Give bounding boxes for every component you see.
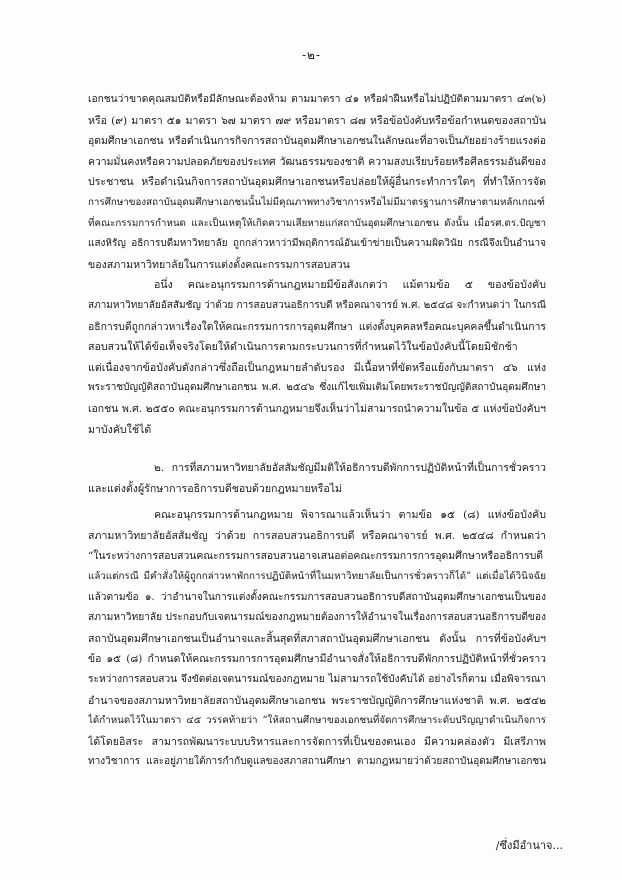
paragraph-1 bbox=[88, 90, 546, 275]
paragraph-gap bbox=[88, 440, 546, 458]
text-line: มาบังคับใช้ได้ bbox=[88, 423, 152, 436]
text-line: ข้อ ๑๕ (๘) กำหนดให้คณะกรรมการการอุดมศึกษามีอำนาจสั่งให้อธิการบดีพักการปฏิบัติหน้าที่ชั่วคราว bbox=[88, 653, 546, 666]
text-line: แล้วแต่กรณี มีคำสั่งให้ผู้ถูกกล่าวหาพักการปฏิบัติหน้าที่ในมหาวิทยาลัยเป็นการชั่วคราวก็ได้” แต่เมื่อได้วินิจฉัย bbox=[88, 571, 546, 583]
text-line: เอกชน พ.ศ. ๒๕๕๐ คณะอนุกรรมการด้านกฎหมายจึงเห็นว่าไม่สามารถนำความในข้อ ๕ แห่งข้อบังคับฯ bbox=[88, 402, 546, 415]
body-text bbox=[88, 90, 546, 773]
text-line: สภามหาวิทยาลัย ประกอบกับเจตนารมณ์ของกฎหมายต้องการให้อำนาจในเรื่องการสอบสวนอธิการบดีของ bbox=[88, 612, 546, 624]
section-heading-line: ๒. การที่สภามหาวิทยาลัยอัสสัมชัญมีมติให้อธิการบดีพักการปฏิบัติหน้าที่เป็นการชั่วคราว bbox=[154, 462, 546, 475]
text-line: สถาบันอุดมศึกษาเอกชนเป็นอำนาจและสิ้นสุดที่สภาสถาบันอุดมศึกษาเอกชน ดังนั้น การที่ข้อบังคับฯ bbox=[88, 632, 546, 645]
text-line: แสงหิรัญ อธิการบดีมหาวิทยาลัย ถูกกล่าวหาว่ามีพฤติการณ์อันเข้าข่ายเป็นความผิดวินัย กรณีจึงเป็นอำนาจ bbox=[88, 238, 546, 250]
text-line: ของสภามหาวิทยาลัยในการแต่งตั้งคณะกรรมการสอบสวน bbox=[88, 258, 350, 271]
text-line: การศึกษาของสถาบันอุดมศึกษาเอกชนนั้นไม่มีคุณภาพทางวิชาการหรือไม่มีมาตรฐานการศึกษาตามหลักเกณฑ์ bbox=[88, 196, 545, 208]
text-line: ทางวิชาการ และอยู่ภายใต้การกำกับดูแลของสภาสถานศึกษา ตามกฎหมายว่าด้วยสถาบันอุดมศึกษาเอกชน bbox=[88, 756, 546, 768]
section-heading-line: และแต่งตั้งผู้รักษาการอธิการบดีชอบด้วยกฎหมายหรือไม่ bbox=[88, 482, 343, 495]
text-line: สอบสวนให้ได้ข้อเท็จจริงโดยให้ดำเนินการตามกระบวนการที่กำหนดไว้ในข้อบังคับนี้โดยมิชักช้า bbox=[88, 341, 518, 354]
text-line: อุดมศึกษาเอกชน หรือดำเนินการกิจการสถาบันอุดมศึกษาเอกชนในลักษณะที่อาจเป็นภัยอย่างร้ายแรงต่อ bbox=[88, 135, 546, 148]
text-line: สภามหาวิทยาลัยอัสสัมชัญ ว่าด้วย การสอบสวนอธิการบดี หรือคณาจารย์ พ.ศ. ๒๕๔๘ กำหนดว่า bbox=[88, 529, 546, 542]
text-line: แล้วตามข้อ ๑. ว่าอำนาจในการแต่งตั้งคณะกรรมการสอบสวนอธิการบดีสถาบันอุดมศึกษาเอกชนเป็นของ bbox=[88, 591, 546, 603]
text-line: ระหว่างการสอบสวน จึงขัดต่อเจตนารมณ์ของกฎหมาย ไม่สามารถใช้บังคับได้ อย่างไรก็ตาม เมื่อพิจารณา bbox=[88, 674, 546, 686]
text-line: หรือ (๙) มาตรา ๕๑ มาตรา ๖๗ มาตรา ๗๙ หรือมาตรา ๘๗ หรือข้อบังคับหรือข้อกำหนดของสถาบัน bbox=[88, 114, 546, 127]
text-line: อธิการบดีถูกกล่าวหาเรื่องใดให้คณะกรรมการการอุดมศึกษา แต่งตั้งบุคคลหรือคณะบุคคลขึ้นดำเนินการ bbox=[88, 320, 546, 333]
text-line: “ในระหว่างการสอบสวนคณะกรรมการสอบสวนอาจเสนอต่อคณะกรรมการการอุดมศึกษาหรืออธิการบดี bbox=[88, 550, 544, 563]
continuation-marker: /ซึ่งมีอำนาจ... bbox=[495, 839, 563, 852]
text-line: ได้โดยอิสระ สามารถพัฒนาระบบบริหารและการจัดการที่เป็นของตนเอง มีความคล่องตัว มีเสรีภาพ bbox=[88, 735, 546, 748]
text-line: เอกชนว่าขาดคุณสมบัติหรือมีลักษณะต้องห้าม ตามมาตรา ๔๑ หรือฝ่าฝืนหรือไม่ปฏิบัติตามมาตรา ๔๓(๖) bbox=[88, 94, 546, 105]
text-line: คณะอนุกรรมการด้านกฎหมาย พิจารณาแล้วเห็นว่า ตามข้อ ๑๕ (๘) แห่งข้อบังคับ bbox=[154, 509, 546, 522]
text-line: สภามหาวิทยาลัยอัสสัมชัญ ว่าด้วย การสอบสวนอธิการบดี หรือคณาจารย์ พ.ศ. ๒๕๔๘ จะกำหนดว่า ในกรณี bbox=[88, 299, 546, 311]
text-line: อนึ่ง คณะอนุกรรมการด้านกฎหมายมีข้อสังเกตว่า แม้ตามข้อ ๕ ของข้อบังคับ bbox=[154, 279, 546, 292]
text-line: ประชาชน หรือดำเนินกิจการสถาบันอุดมศึกษาเอกชนหรือปล่อยให้ผู้อื่นกระทำการใดๆ ที่ทำให้การจัด bbox=[88, 176, 546, 189]
text-line: อำนาจของสภามหาวิทยาลัยสถาบันอุดมศึกษาเอกชน พระราชบัญญัติการศึกษาแห่งชาติ พ.ศ. ๒๕๔๒ bbox=[88, 694, 546, 707]
text-line: ที่คณะกรรมการกำหนด และเป็นเหตุให้เกิดความเสียหายแก่สถาบันอุดมศึกษาเอกชน ดังนั้น เมื่อรศ.ดร.ปัญชา bbox=[88, 217, 546, 229]
text-line: พระราชบัญญัติสถาบันอุดมศึกษาเอกชน พ.ศ. ๒๕๔๖ ซึ่งแก้ไขเพิ่มเติมโดยพระราชบัญญัติสถาบันอุดมศึกษา bbox=[88, 382, 546, 394]
text-line: แต่เนื่องจากข้อบังคับดังกล่าวซึ่งถือเป็นกฎหมายลำดับรอง มีเนื้อหาที่ขัดหรือแย้งกับมาตรา ๔๖ แห่ง bbox=[88, 361, 546, 374]
text-line: ความมั่นคงหรือความปลอดภัยของประเทศ วัฒนธรรมของชาติ ความสงบเรียบร้อยหรือศีลธรรมอันดีของ bbox=[88, 155, 546, 168]
paragraph-4 bbox=[88, 505, 546, 773]
paragraph-2 bbox=[88, 275, 546, 440]
text-line: ได้กำหนดไว้ในมาตรา ๔๕ วรรคท้ายว่า “ให้สถานศึกษาของเอกชนที่จัดการศึกษาระดับปริญญาดำเนินกิจการ bbox=[88, 715, 546, 727]
page-number: -๒- bbox=[301, 48, 322, 62]
section-heading-2 bbox=[88, 458, 546, 499]
